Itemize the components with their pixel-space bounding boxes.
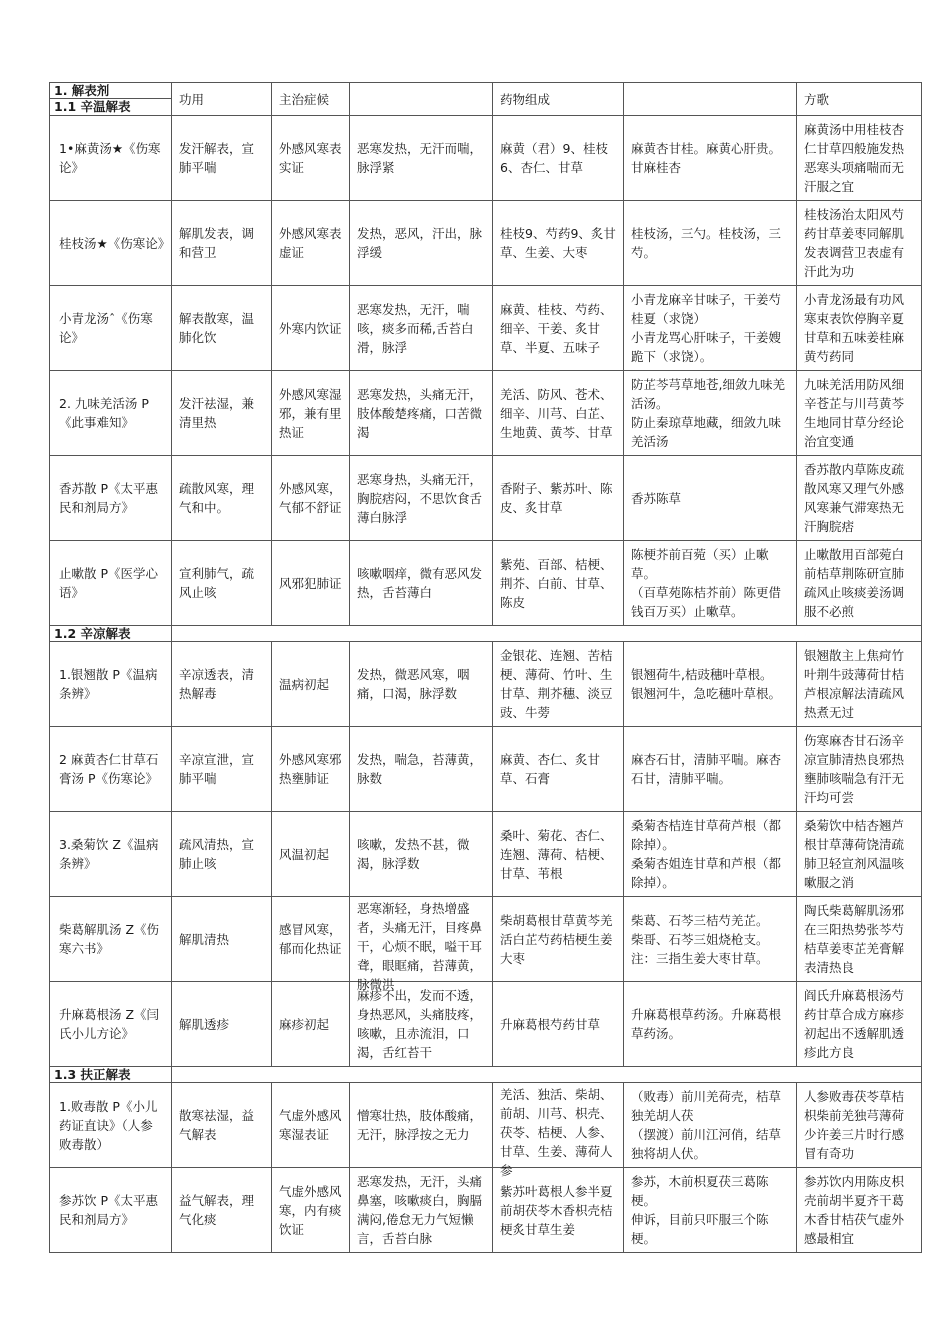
formula-ingredients: 麻黄、桂枝、芍药、细辛、干姜、炙甘草、半夏、五味子 xyxy=(493,286,624,371)
formula-mnemonic: （败毒）前川羌荷壳，桔草独羌胡人茯 （摆渡）前川江河俏，结草独将胡人伏。 xyxy=(624,1083,797,1168)
formula-name: 柴葛解肌汤 Z《伤寒六书》 xyxy=(50,897,172,982)
section-title: 1.2 辛凉解表 xyxy=(50,626,172,642)
formula-ingredients: 麻黄、杏仁、炙甘草、石膏 xyxy=(493,727,624,812)
table-row xyxy=(50,371,922,456)
formula-name: 3.桑菊饮 Z《温病条辨》 xyxy=(50,812,172,897)
formula-mnemonic: 桂枝汤，三勺。桂枝汤，三芍。 xyxy=(624,201,797,286)
formula-effect: 解肌发表，调和营卫 xyxy=(172,201,272,286)
formula-song: 桑菊饮中桔杏翘芦根甘草薄荷饶清疏肺卫轻宣剂风温咳嗽服之消 xyxy=(797,812,922,897)
formula-indication: 外寒内饮证 xyxy=(272,286,350,371)
formula-mnemonic: 麻黄杏甘桂。麻黄心肝贵。甘麻桂杏 xyxy=(624,116,797,201)
formula-table xyxy=(49,82,922,1253)
formula-name: 1.银翘散 P《温病条辨》 xyxy=(50,642,172,727)
formula-effect: 发汗祛湿，兼清里热 xyxy=(172,371,272,456)
formula-song: 九味羌活用防风细辛苍芷与川芎黄芩生地同甘草分经论治宜变通 xyxy=(797,371,922,456)
formula-effect: 辛凉宣泄，宣肺平喘 xyxy=(172,727,272,812)
formula-name: 香苏散 P《太平惠民和剂局方》 xyxy=(50,456,172,541)
formula-song: 小青龙汤最有功风寒束表饮停胸辛夏甘草和五味姜桂麻黄芍药同 xyxy=(797,286,922,371)
formula-ingredients: 香附子、紫苏叶、陈皮、炙甘草 xyxy=(493,456,624,541)
formula-mnemonic: 参苏，木前枳夏茯三葛陈梗。 伸诉，目前只吓服三个陈梗。 xyxy=(624,1168,797,1253)
formula-effect: 辛凉透表，清热解毒 xyxy=(172,642,272,727)
formula-mnemonic: 柴葛、石芩三桔芍羌芷。 柴哥、石芩三姐烧枪支。 注：三指生姜大枣甘草。 xyxy=(624,897,797,982)
formula-name: 参苏饮 P《太平惠民和剂局方》 xyxy=(50,1168,172,1253)
formula-symptoms: 发热，恶风，汗出，脉浮缓 xyxy=(350,201,493,286)
formula-table-body xyxy=(50,83,922,1253)
formula-effect: 益气解表，理气化痰 xyxy=(172,1168,272,1253)
section-title: 1.3 扶正解表 xyxy=(50,1067,172,1083)
formula-mnemonic: 香苏陈草 xyxy=(624,456,797,541)
formula-mnemonic: 升麻葛根草药汤。升麻葛根草药汤。 xyxy=(624,982,797,1067)
formula-name: 止嗽散 P《医学心语》 xyxy=(50,541,172,626)
formula-mnemonic: 银翘荷牛,桔豉穗叶草根。 银翘河牛，急吃穗叶草根。 xyxy=(624,642,797,727)
formula-name: 2. 九味羌活汤 P《此事难知》 xyxy=(50,371,172,456)
formula-song: 阎氏升麻葛根汤芍药甘草合成方麻疹初起出不透解肌透疹此方良 xyxy=(797,982,922,1067)
formula-symptoms: 恶寒发热，头痛无汗，肢体酸楚疼痛，口苦微渴 xyxy=(350,371,493,456)
table-row xyxy=(50,286,922,371)
formula-song: 止嗽散用百部菀白前桔草荆陈研宣肺疏风止咳痰姜汤调服不必煎 xyxy=(797,541,922,626)
formula-effect: 散寒祛湿，益气解表 xyxy=(172,1083,272,1168)
formula-name: 1•麻黄汤★《伤寒论》 xyxy=(50,116,172,201)
formula-indication: 外感风寒表虚证 xyxy=(272,201,350,286)
formula-ingredients: 紫苏叶葛根人参半夏前胡茯苓木香枳壳桔梗炙甘草生姜 xyxy=(493,1168,624,1253)
table-row xyxy=(50,812,922,897)
formula-name: 小青龙汤ˆ《伤寒论》 xyxy=(50,286,172,371)
formula-song: 伤寒麻杏甘石汤辛凉宣肺清热良邪热壅肺咳喘急有汗无汗均可尝 xyxy=(797,727,922,812)
table-row xyxy=(50,1083,922,1168)
formula-ingredients: 麻黄（君）9、桂枝6、杏仁、甘草 xyxy=(493,116,624,201)
section-spacer xyxy=(172,626,922,642)
formula-mnemonic: 小青龙麻辛甘味子，干姜芍桂夏（求饶） 小青龙骂心肝味子，干姜嫂跪下（求饶）。 xyxy=(624,286,797,371)
col-header-ingredients: 药物组成 xyxy=(493,83,624,116)
formula-name: 2 麻黄杏仁甘草石膏汤 P《伤寒论》 xyxy=(50,727,172,812)
formula-song: 桂枝汤治太阳风芍药甘草姜枣同解肌发表调营卫表虚有汗此为功 xyxy=(797,201,922,286)
section-row xyxy=(50,1067,922,1083)
formula-effect: 解肌透疹 xyxy=(172,982,272,1067)
formula-song: 银翘散主上焦疴竹叶荆牛豉薄荷甘桔芦根凉解法清疏风热煮无过 xyxy=(797,642,922,727)
col-header-symptoms xyxy=(350,83,493,116)
table-row xyxy=(50,727,922,812)
formula-indication: 气虚外感风寒湿表证 xyxy=(272,1083,350,1168)
formula-effect: 宣利肺气，疏风止咳 xyxy=(172,541,272,626)
section-spacer xyxy=(172,1067,922,1083)
formula-symptoms: 咳嗽咽痒，微有恶风发热，舌苔薄白 xyxy=(350,541,493,626)
formula-song: 陶氏柴葛解肌汤邪在三阳热势张芩芍桔草姜枣芷羌膏解表清热良 xyxy=(797,897,922,982)
formula-indication: 风邪犯肺证 xyxy=(272,541,350,626)
table-row xyxy=(50,897,922,982)
formula-song: 麻黄汤中用桂枝杏仁甘草四般施发热恶寒头项痛喘而无汗服之宜 xyxy=(797,116,922,201)
formula-effect: 疏风清热，宣肺止咳 xyxy=(172,812,272,897)
formula-effect: 解肌清热 xyxy=(172,897,272,982)
col-header-song: 方歌 xyxy=(797,83,922,116)
table-row xyxy=(50,201,922,286)
col-header-mnemonic xyxy=(624,83,797,116)
formula-indication: 外感风寒，气郁不舒证 xyxy=(272,456,350,541)
header-row xyxy=(50,83,922,99)
table-row xyxy=(50,541,922,626)
table-row xyxy=(50,642,922,727)
formula-symptoms: 恶寒渐轻，身热增盛者，头痛无汗，目疼鼻干，心烦不眠，嗌干耳聋，眼眶痛，苔薄黄，脉微洪 xyxy=(350,897,493,982)
formula-symptoms: 恶寒发热，无汗，头痛鼻塞，咳嗽痰白，胸膈满闷,倦怠无力气短懒言，舌苔白脉 xyxy=(350,1168,493,1253)
formula-ingredients: 桂枝9、芍药9、炙甘草、生姜、大枣 xyxy=(493,201,624,286)
formula-symptoms: 憎寒壮热，肢体酸痛，无汗，脉浮按之无力 xyxy=(350,1083,493,1168)
formula-ingredients: 柴胡葛根甘草黄芩羌活白芷芍药桔梗生姜大枣 xyxy=(493,897,624,982)
formula-name: 1.败毒散 P《小儿药证直诀》（人参败毒散） xyxy=(50,1083,172,1168)
formula-symptoms: 麻疹不出，发而不透，身热恶风，头痛肢疼，咳嗽，且赤流泪，口渴，舌红苔干 xyxy=(350,982,493,1067)
formula-indication: 外感风寒邪热壅肺证 xyxy=(272,727,350,812)
formula-effect: 解表散寒，温肺化饮 xyxy=(172,286,272,371)
formula-song: 香苏散内草陈皮疏散风寒又理气外感风寒兼气滞寒热无汗胸脘痞 xyxy=(797,456,922,541)
formula-symptoms: 咳嗽，发热不甚，微渴，脉浮数 xyxy=(350,812,493,897)
formula-ingredients: 羌活、防风、苍术、细辛、川芎、白芷、生地黄、黄芩、甘草 xyxy=(493,371,624,456)
formula-indication: 风温初起 xyxy=(272,812,350,897)
formula-indication: 外感风寒湿邪，兼有里热证 xyxy=(272,371,350,456)
col-header-indication: 主治症候 xyxy=(272,83,350,116)
formula-symptoms: 恶寒发热，无汗，喘咳，痰多而稀,舌苔白滑，脉浮 xyxy=(350,286,493,371)
section-row xyxy=(50,626,922,642)
formula-ingredients: 紫苑、百部、桔梗、荆芥、白前、甘草、陈皮 xyxy=(493,541,624,626)
formula-name: 升麻葛根汤 Z《闫氏小儿方论》 xyxy=(50,982,172,1067)
col-header-effect: 功用 xyxy=(172,83,272,116)
formula-ingredients: 羌活、独活、柴胡、前胡、川芎、枳壳、茯苓、桔梗、人参、甘草、生姜、薄荷人参 xyxy=(493,1083,624,1168)
table-row xyxy=(50,116,922,201)
formula-song: 参苏饮内用陈皮枳壳前胡半夏齐干葛木香甘桔茯气虚外感最相宜 xyxy=(797,1168,922,1253)
formula-table-page xyxy=(49,82,921,1253)
formula-effect: 疏散风寒，理气和中。 xyxy=(172,456,272,541)
table-row xyxy=(50,982,922,1067)
table-row xyxy=(50,456,922,541)
formula-indication: 外感风寒表实证 xyxy=(272,116,350,201)
formula-symptoms: 发热，喘急，苔薄黄，脉数 xyxy=(350,727,493,812)
formula-effect: 发汗解表，宣肺平喘 xyxy=(172,116,272,201)
formula-symptoms: 恶寒身热，头痛无汗，胸脘痞闷，不思饮食舌薄白脉浮 xyxy=(350,456,493,541)
formula-song: 人参败毒茯苓草桔枳柴前羌独芎薄荷少许姜三片时行感冒有奇功 xyxy=(797,1083,922,1168)
formula-indication: 麻疹初起 xyxy=(272,982,350,1067)
formula-mnemonic: 桑菊杏桔连甘草荷芦根（都除掉）。 桑菊杏姐连甘草和芦根（都除掉）。 xyxy=(624,812,797,897)
formula-ingredients: 升麻葛根芍药甘草 xyxy=(493,982,624,1067)
category-title: 1. 解表剂 xyxy=(50,83,172,99)
table-row xyxy=(50,1168,922,1253)
formula-symptoms: 发热，微恶风寒，咽痛，口渴，脉浮数 xyxy=(350,642,493,727)
formula-mnemonic: 陈梗芥前百菀（买）止嗽草。 （百草苑陈桔芥前）陈更借钱百万买）止嗽草。 xyxy=(624,541,797,626)
formula-mnemonic: 防芷芩芎草地苍,细敛九味羌活汤。 防止秦琼草地藏，细敛九味羌活汤 xyxy=(624,371,797,456)
formula-indication: 气虚外感风寒，内有痰饮证 xyxy=(272,1168,350,1253)
section-title: 1.1 辛温解表 xyxy=(50,99,172,116)
formula-mnemonic: 麻杏石甘，清肺平喘。麻杏石甘，清肺平喘。 xyxy=(624,727,797,812)
formula-indication: 温病初起 xyxy=(272,642,350,727)
formula-name: 桂枝汤★《伤寒论》 xyxy=(50,201,172,286)
formula-ingredients: 金银花、连翘、苦桔梗、薄荷、竹叶、生甘草、荆芥穗、淡豆豉、牛蒡 xyxy=(493,642,624,727)
formula-ingredients: 桑叶、菊花、杏仁、连翘、薄荷、桔梗、甘草、苇根 xyxy=(493,812,624,897)
formula-indication: 感冒风寒，郁而化热证 xyxy=(272,897,350,982)
formula-symptoms: 恶寒发热，无汗而喘，脉浮紧 xyxy=(350,116,493,201)
